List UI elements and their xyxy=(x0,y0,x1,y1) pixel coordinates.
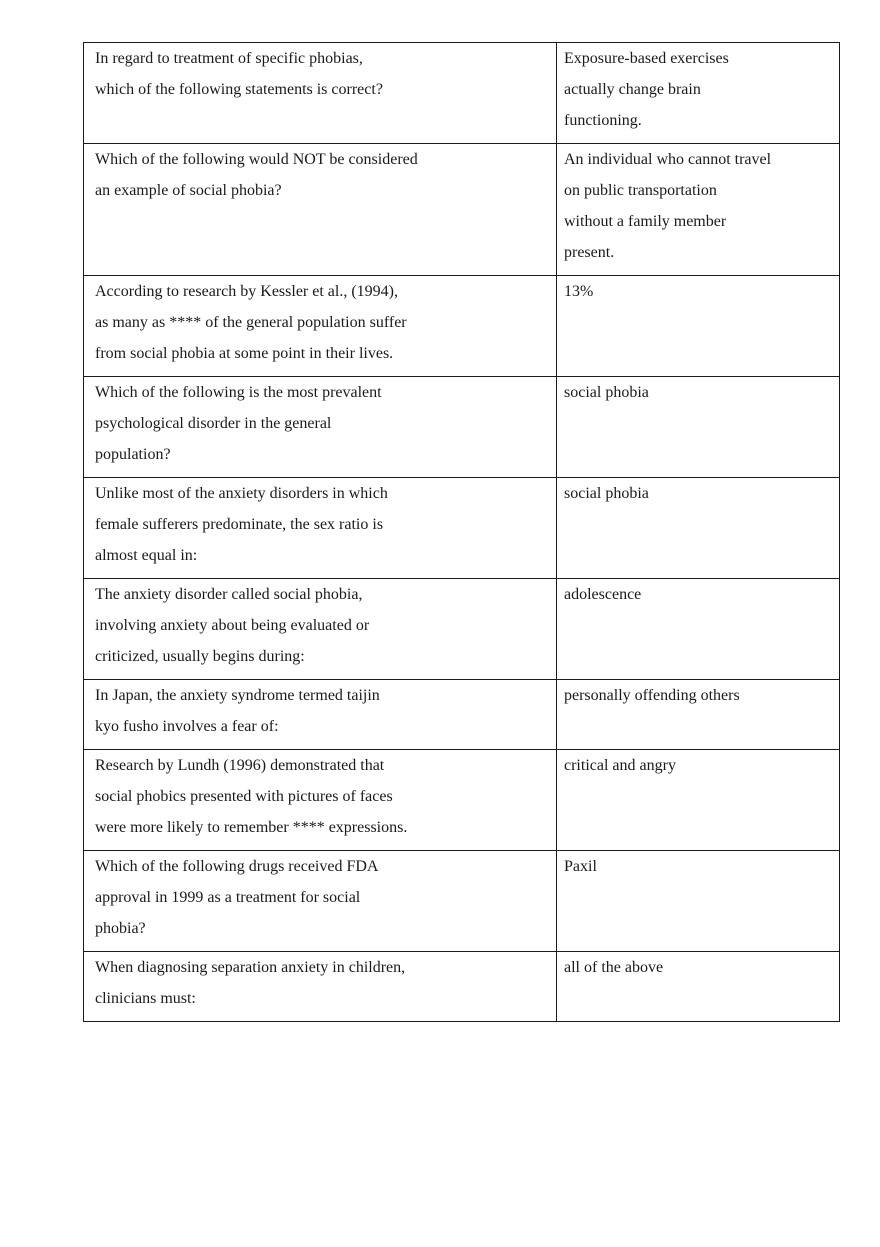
question-cell: Which of the following is the most prevalent psychological disorder in the general population? xyxy=(84,377,557,478)
answer-cell: An individual who cannot travel on public transportation without a family member present. xyxy=(557,144,840,276)
answer-cell: social phobia xyxy=(557,377,840,478)
answer-cell: adolescence xyxy=(557,579,840,680)
qa-table-body xyxy=(84,43,840,1022)
answer-cell: 13% xyxy=(557,276,840,377)
table-row xyxy=(84,377,840,478)
table-row xyxy=(84,750,840,851)
question-cell: In Japan, the anxiety syndrome termed taijin kyo fusho involves a fear of: xyxy=(84,680,557,750)
table-row xyxy=(84,579,840,680)
answer-cell: Paxil xyxy=(557,851,840,952)
table-row xyxy=(84,851,840,952)
question-cell: Which of the following drugs received FDA approval in 1999 as a treatment for social phobia? xyxy=(84,851,557,952)
answer-cell: Exposure-based exercises actually change brain functioning. xyxy=(557,43,840,144)
question-cell: In regard to treatment of specific phobias, which of the following statements is correct? xyxy=(84,43,557,144)
qa-table xyxy=(83,42,840,1022)
question-cell: The anxiety disorder called social phobia, involving anxiety about being evaluated or criticized, usually begins during: xyxy=(84,579,557,680)
table-row xyxy=(84,478,840,579)
question-cell: When diagnosing separation anxiety in children, clinicians must: xyxy=(84,952,557,1022)
table-row xyxy=(84,952,840,1022)
table-row xyxy=(84,144,840,276)
table-row xyxy=(84,680,840,750)
answer-cell: personally offending others xyxy=(557,680,840,750)
question-cell: According to research by Kessler et al., (1994), as many as **** of the general population suffer from social phobia at some point in their lives. xyxy=(84,276,557,377)
question-cell: Unlike most of the anxiety disorders in which female sufferers predominate, the sex ratio is almost equal in: xyxy=(84,478,557,579)
answer-cell: critical and angry xyxy=(557,750,840,851)
table-row xyxy=(84,43,840,144)
question-cell: Which of the following would NOT be considered an example of social phobia? xyxy=(84,144,557,276)
answer-cell: social phobia xyxy=(557,478,840,579)
table-row xyxy=(84,276,840,377)
answer-cell: all of the above xyxy=(557,952,840,1022)
question-cell: Research by Lundh (1996) demonstrated that social phobics presented with pictures of faces were more likely to remember **** expressions. xyxy=(84,750,557,851)
